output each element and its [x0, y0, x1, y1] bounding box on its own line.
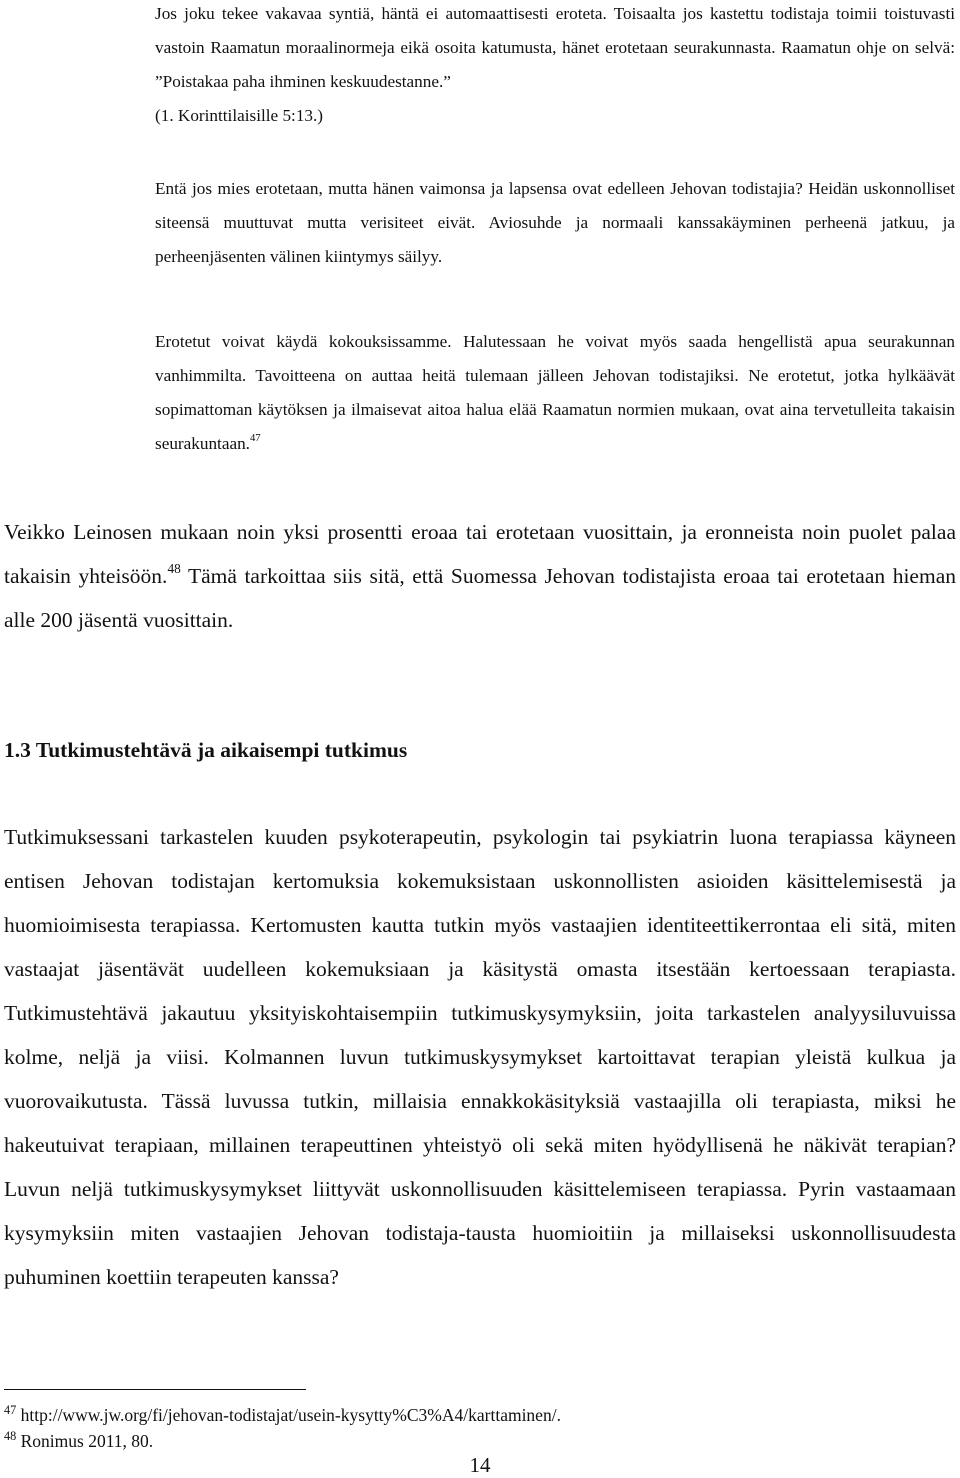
- paragraph-line: tausta huomioitiin ja millaiseksi uskonnollisuudesta puhuminen koettiin terapeuten kanssa?: [4, 1221, 956, 1289]
- quote-line: (1. Korinttilaisille 5:13.): [155, 106, 324, 125]
- quote-line: seurakunnan vanhimmilta. Tavoitteena on auttaa heitä tulemaan jälleen Jehovan todistajiksi. Ne: [155, 332, 956, 385]
- footnote-text: Ronimus 2011, 80.: [16, 1431, 154, 1451]
- footnote-number: 47: [4, 1402, 17, 1417]
- paragraph-line: käsitystä omasta itsestään kertoessaan terapiasta. Tutkimustehtävä jakautuu: [4, 957, 957, 1025]
- quote-line: seurakunnasta. Raamatun ohje on selvä: ”Poistakaa paha ihminen keskuudestanne.”: [155, 38, 955, 91]
- block-quote-paragraph-3: [155, 325, 955, 461]
- paragraph-line: Tutkimuksessani tarkastelen kuuden psykoterapeutin, psykologin tai psykiatrin luona: [4, 825, 778, 849]
- paragraph-line: asioiden käsittelemisestä ja huomioimisesta terapiassa. Kertomusten kautta tutkin myös: [4, 869, 957, 937]
- footnote-47: [4, 1404, 561, 1426]
- footnote-reference[interactable]: 48: [167, 561, 181, 577]
- quote-line: kanssakäyminen perheenä jatkuu, ja perheenjäsenten välinen kiintymys säilyy.: [155, 213, 955, 266]
- section-heading: 1.3 Tutkimustehtävä ja aikaisempi tutkimus: [4, 738, 408, 762]
- paragraph-line: terapiassa käyneen entisen Jehovan todistajan kertomuksia kokemuksistaan uskonnollisten: [4, 825, 957, 893]
- quote-line: toimii toistuvasti vastoin Raamatun moraalinormeja eikä osoita katumusta, hänet erotetaan: [155, 4, 956, 57]
- page-number: 14: [469, 1453, 491, 1477]
- quote-line: Entä jos mies erotetaan, mutta hänen vaimonsa ja lapsensa ovat edelleen Jehovan todistajia?: [155, 179, 803, 198]
- footnote-48: [4, 1430, 153, 1452]
- footnote-separator: [4, 1389, 306, 1390]
- paragraph-text: Tämä tarkoittaa siis sitä, että Suomessa Jehovan todistajista eroaa tai erotetaan hieman alle 200 jäsentä vuosittain.: [4, 564, 956, 632]
- quote-line: Heidän uskonnolliset siteensä muuttuvat mutta verisiteet eivät. Aviosuhde ja normaali: [155, 179, 955, 232]
- quote-line: normien mukaan, ovat aina tervetulleita takaisin seurakuntaan.: [155, 400, 955, 453]
- paragraph-line: yksityiskohtaisempiin tutkimuskysymyksiin, joita tarkastelen analyysiluvuissa kolme, neljä ja: [4, 1001, 957, 1069]
- paragraph-line: miksi he hakeutuivat terapiaan, millainen terapeuttinen yhteistyö oli sekä miten hyödyllisenä: [4, 1089, 956, 1157]
- paragraph-line: käsittelemiseen terapiassa. Pyrin vastaamaan kysymyksiin miten vastaajien Jehovan todistaja-: [4, 1177, 956, 1245]
- quote-line: erotetut, jotka hylkäävät sopimattoman käytöksen ja ilmaisevat aitoa halua elää Raamatun: [155, 366, 955, 419]
- paragraph-text: Veikko Leinosen mukaan noin yksi prosentti eroaa tai erotetaan vuosittain, ja eronneista noin puolet palaa takaisin yhteisöön.: [4, 520, 956, 588]
- block-quote-paragraph-1: [155, 0, 955, 133]
- quote-line: Erotetut voivat käydä kokouksissamme. Halutessaan he voivat myös saada hengellistä apua: [155, 332, 857, 351]
- footnote-link[interactable]: http://www.jw.org/fi/jehovan-todistajat/usein-kysytty%C3%A4/karttaminen/.: [16, 1405, 561, 1425]
- footnote-reference[interactable]: 47: [249, 433, 261, 445]
- body-paragraph-1: [4, 510, 956, 642]
- body-paragraph-2: [4, 815, 956, 1299]
- block-quote-paragraph-2: [155, 172, 955, 274]
- paragraph-line: vuorovaikutusta. Tässä luvussa tutkin, millaisia ennakkokäsityksiä vastaajilla oli terapiasta,: [4, 1089, 860, 1113]
- paragraph-line: viisi. Kolmannen luvun tutkimuskysymykset kartoittavat terapian yleistä kulkua ja: [166, 1045, 956, 1069]
- paragraph-line: he näkivät terapian? Luvun neljä tutkimuskysymykset liittyvät uskonnollisuuden: [4, 1133, 956, 1201]
- quote-line: Jos joku tekee vakavaa syntiä, häntä ei automaattisesti eroteta. Toisaalta jos kastettu todistaja: [155, 4, 829, 23]
- paragraph-line: vastaajien identiteettikerrontaa eli sitä, miten vastaajat jäsentävät uudelleen kokemuksiaan ja: [4, 913, 956, 981]
- footnote-number: 48: [4, 1428, 17, 1443]
